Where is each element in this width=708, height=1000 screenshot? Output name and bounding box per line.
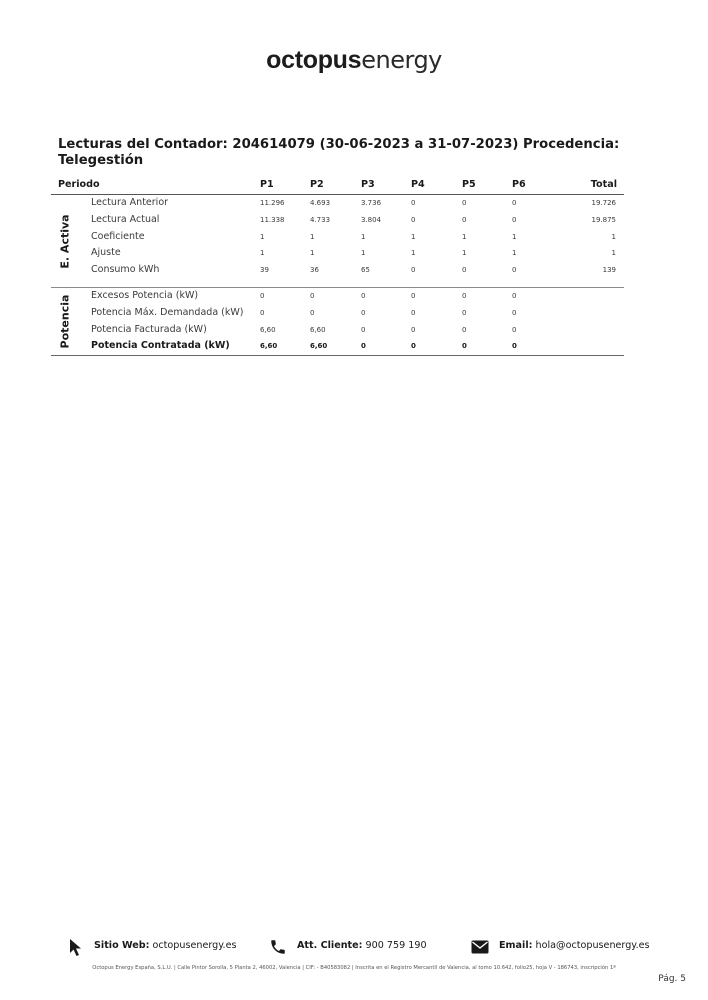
legal-notice: Octopus Energy España, S.L.U. | Calle Pintor Sorolla, 5 Planta 2, 46002, Valencia | CIF: - B40583082 | Inscrita en el Registro Mercantil de Valencia, al tomo 10.642, folio25, hoja V - 186743, inscripción 1ª	[92, 965, 616, 971]
table-row: Potencia Facturada (kW) 6,60 6,60 0 0 0 0	[91, 323, 517, 335]
header-periodo: Periodo	[58, 179, 100, 190]
footer-phone[interactable]: Att. Cliente: 900 759 190	[297, 940, 427, 951]
table-row: Potencia Contratada (kW) 6,60 6,60 0 0 0 0	[91, 340, 517, 352]
header-p5: P5	[462, 179, 476, 190]
table-row: Ajuste 1 1 1 1 1 1 1	[91, 247, 616, 259]
table-row: Potencia Máx. Demandada (kW) 0 0 0 0 0 0	[91, 306, 517, 318]
header-total: Total	[590, 179, 617, 190]
header-p4: P4	[411, 179, 425, 190]
page-title: Lecturas del Contador: 204614079 (30-06-2023 a 31-07-2023) Procedencia: Telegestión	[58, 137, 620, 168]
header-p1: P1	[260, 179, 274, 190]
table-row: Excesos Potencia (kW) 0 0 0 0 0 0	[91, 290, 517, 301]
group-label-potencia: Potencia	[58, 294, 72, 349]
potencia-group	[51, 288, 624, 356]
table-row: Coeficiente 1 1 1 1 1 1 1	[91, 230, 616, 242]
header-p3: P3	[361, 179, 375, 190]
mail-icon	[471, 940, 489, 954]
header-p6: P6	[512, 179, 526, 190]
cursor-icon	[68, 938, 83, 957]
footer-web[interactable]: Sitio Web: octopusenergy.es	[94, 940, 237, 951]
group-label-activa: E. Activa	[58, 213, 72, 269]
footer-email[interactable]: Email: hola@octopusenergy.es	[499, 940, 650, 951]
table-header	[51, 175, 624, 195]
table-row: Lectura Anterior 11.296 4.693 3.736 0 0 0 19.726	[91, 197, 616, 208]
phone-icon	[269, 938, 287, 956]
brand-logo	[0, 46, 708, 75]
energia-activa-group	[51, 195, 624, 288]
logo-word-energy: energy	[361, 46, 442, 74]
page-number: Pág. 5	[658, 974, 686, 984]
table-row: Consumo kWh 39 36 65 0 0 0 139	[91, 264, 616, 276]
header-p2: P2	[310, 179, 324, 190]
table-row: Lectura Actual 11.338 4.733 3.804 0 0 0 19.875	[91, 213, 616, 225]
logo-word-octopus: octopus	[266, 46, 362, 74]
meter-readings-table	[51, 175, 624, 356]
footer	[0, 938, 708, 960]
